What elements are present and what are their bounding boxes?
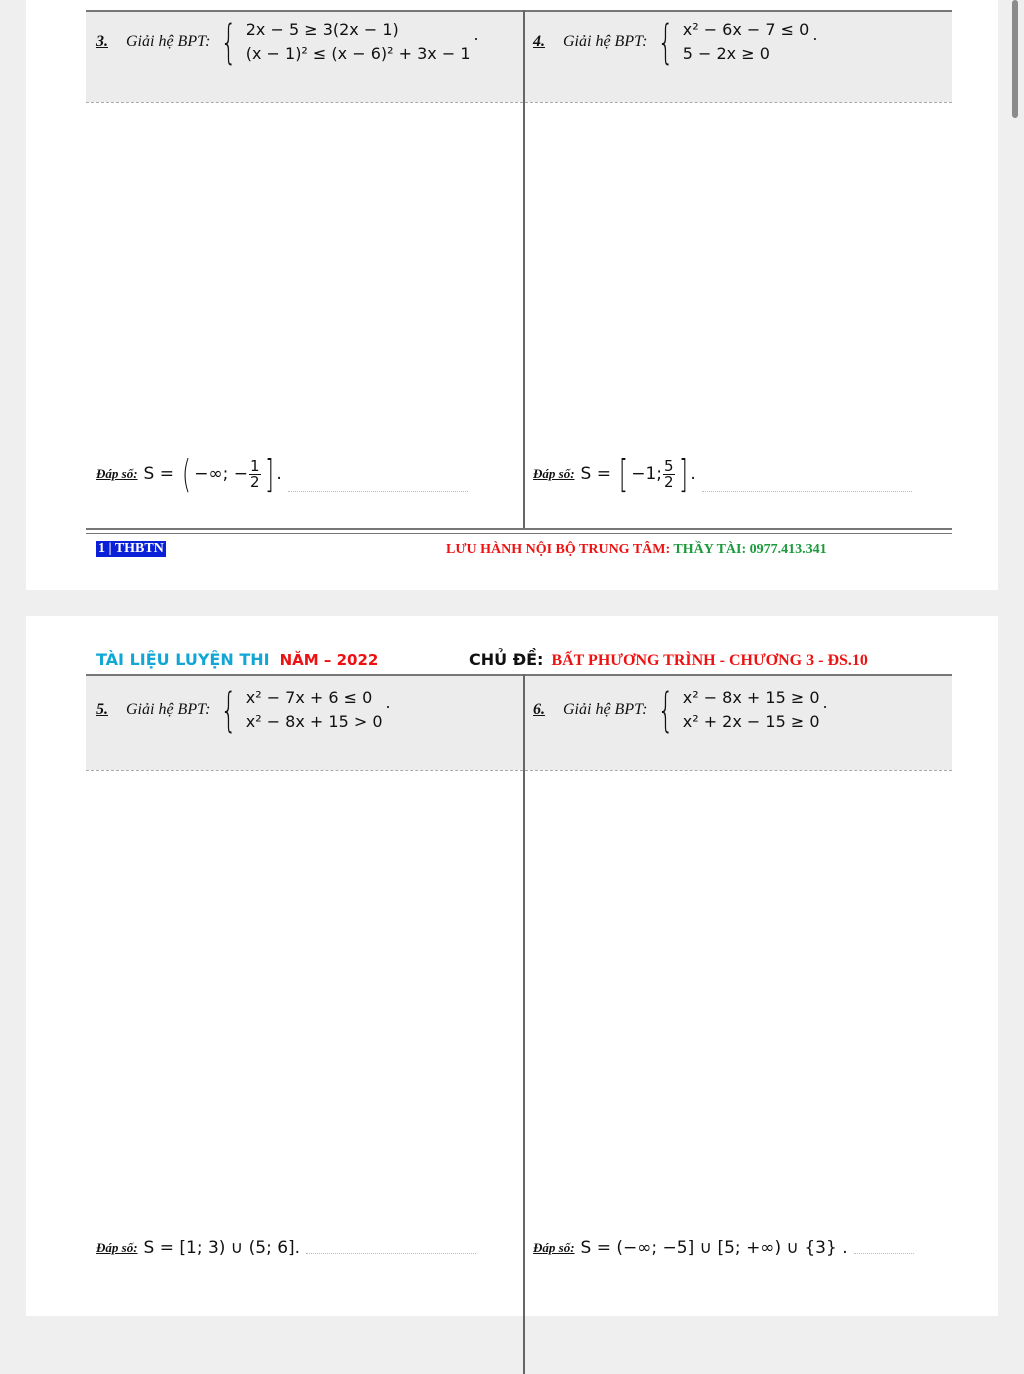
task-number: 4.	[533, 33, 545, 50]
footer-credit: LƯU HÀNH NỘI BỘ TRUNG TÂM: THẦY TÀI: 0977.413.341	[446, 542, 827, 557]
task-label: Giải hệ BPT:	[563, 33, 648, 50]
column-divider	[523, 10, 525, 530]
task-label: Giải hệ BPT:	[126, 701, 211, 718]
header-separator	[86, 102, 952, 103]
answer-value: S = ( −∞; − $\frac{1}{2}$ ] .	[143, 452, 282, 496]
document-page-1	[26, 0, 998, 590]
task-5-answer	[96, 1238, 476, 1258]
document-page-2	[26, 616, 998, 1316]
inequality-1: x² − 8x + 15 ≥ 0	[682, 688, 820, 707]
inequality-1: x² − 7x + 6 ≤ 0	[245, 688, 373, 707]
column-divider	[523, 674, 525, 1374]
footer-rule-2	[86, 533, 952, 534]
task-5	[96, 683, 391, 737]
footer-rule-1	[86, 528, 952, 530]
inequality-system: { x² − 6x − 7 ≤ 0 5 − 2x ≥ 0 .	[658, 15, 818, 69]
inequality-1: x² − 6x − 7 ≤ 0	[682, 20, 810, 39]
answer-label: Đáp số:	[96, 1240, 138, 1255]
inequality-system: { 2x − 5 ≥ 3(2x − 1) (x − 1)² ≤ (x − 6)² + 3x − 1 .	[221, 15, 479, 69]
answer-value: S = (−∞; −5] ∪ [5; +∞) ∪ {3} .	[580, 1238, 848, 1258]
task-number: 3.	[96, 33, 108, 50]
scrollbar[interactable]	[1012, 0, 1018, 118]
task-label: Giải hệ BPT:	[126, 33, 211, 50]
task-label: Giải hệ BPT:	[563, 701, 648, 718]
page-topic: CHỦ ĐỀ: BẤT PHƯƠNG TRÌNH - CHƯƠNG 3 - ĐS.10	[469, 650, 868, 669]
inequality-2: x² + 2x − 15 ≥ 0	[682, 712, 820, 731]
header-separator	[86, 770, 952, 771]
answer-label: Đáp số:	[533, 1240, 575, 1255]
page-number-badge: 1 | THBTN	[98, 541, 164, 556]
task-3	[96, 15, 479, 69]
task-number: 5.	[96, 701, 108, 718]
task-number: 6.	[533, 701, 545, 718]
header-year: NĂM – 2022	[279, 651, 379, 669]
task-3-answer	[96, 452, 468, 496]
answer-label: Đáp số:	[96, 466, 138, 481]
inequality-2: (x − 1)² ≤ (x − 6)² + 3x − 1	[245, 44, 471, 63]
inequality-system: { x² − 8x + 15 ≥ 0 x² + 2x − 15 ≥ 0 .	[658, 683, 828, 737]
inequality-1: 2x − 5 ≥ 3(2x − 1)	[245, 20, 399, 39]
task-4-answer	[533, 452, 912, 496]
task-6-answer	[533, 1238, 914, 1258]
task-4	[533, 15, 818, 69]
page-header	[96, 650, 378, 670]
answer-label: Đáp số:	[533, 466, 575, 481]
header-series: TÀI LIỆU LUYỆN THI	[96, 650, 270, 669]
task-6	[533, 683, 828, 737]
inequality-system: { x² − 7x + 6 ≤ 0 x² − 8x + 15 > 0 .	[221, 683, 391, 737]
answer-value: S = [ −1; $\frac{5}{2}$ ] .	[580, 452, 696, 496]
inequality-2: x² − 8x + 15 > 0	[245, 712, 383, 731]
answer-value: S = [1; 3) ∪ (5; 6].	[143, 1238, 301, 1258]
inequality-2: 5 − 2x ≥ 0	[682, 44, 770, 63]
